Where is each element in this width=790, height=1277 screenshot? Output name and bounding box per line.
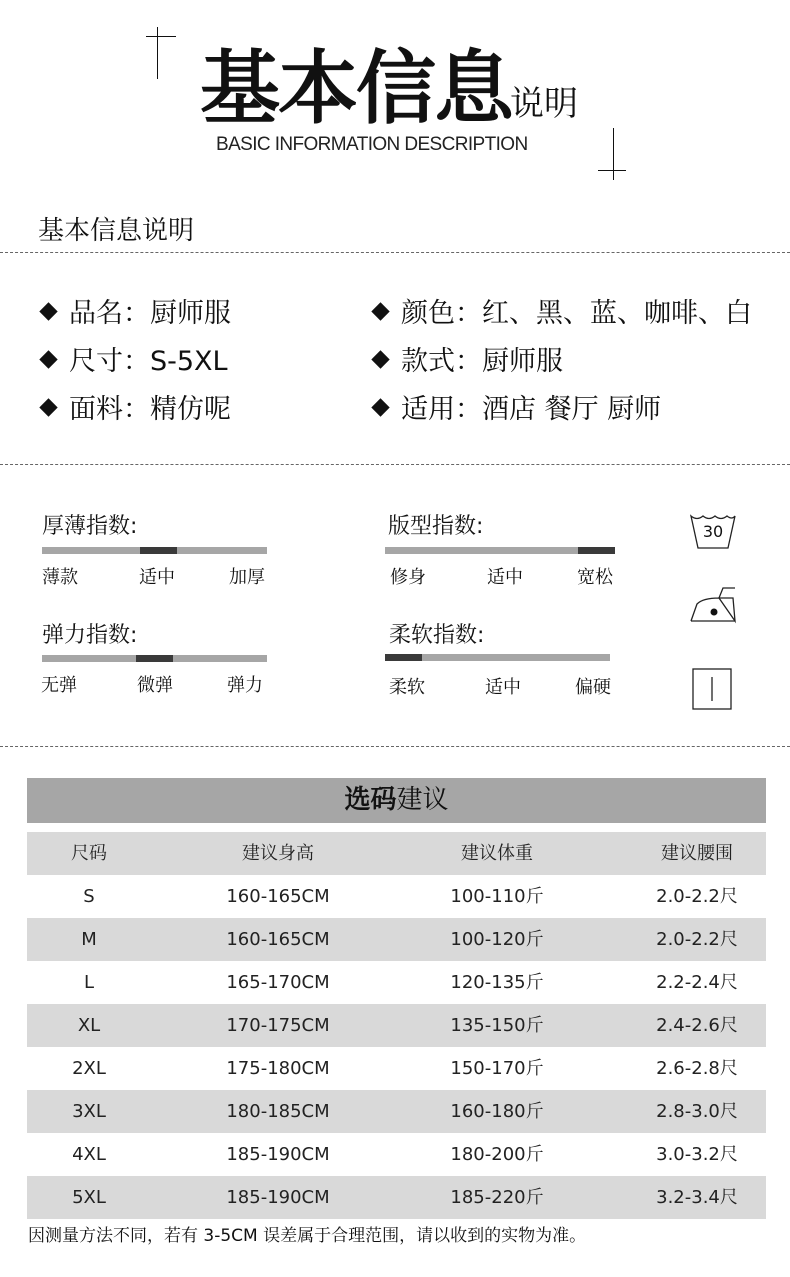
diamond-bullet-icon	[371, 398, 389, 416]
weight-cell: 100-110斤	[450, 886, 544, 907]
index-title: 版型指数:	[388, 514, 484, 539]
index-label: 适中	[139, 567, 175, 588]
waist-cell: 2.0-2.2尺	[656, 929, 738, 950]
table-row	[27, 1004, 766, 1047]
attr-style: 款式：厨师服	[372, 344, 563, 380]
index-bar-marker	[136, 655, 173, 662]
wash-30-icon	[689, 512, 737, 552]
index-label: 柔软	[389, 677, 425, 698]
index-label: 宽松	[577, 567, 613, 588]
index-bar-marker	[140, 547, 177, 554]
size-table-title-rest: 建议	[396, 785, 449, 815]
page-subtitle: BASIC INFORMATION DESCRIPTION	[216, 134, 528, 155]
index-bar-marker	[385, 654, 422, 661]
diamond-bullet-icon	[371, 350, 389, 368]
height-cell: 170-175CM	[226, 1015, 330, 1036]
column-header: 尺码	[71, 843, 107, 864]
table-row	[27, 1176, 766, 1219]
divider	[0, 746, 790, 747]
index-bar	[385, 547, 615, 554]
height-cell: 175-180CM	[226, 1058, 330, 1079]
waist-cell: 2.0-2.2尺	[656, 886, 738, 907]
index-label: 无弹	[41, 675, 77, 696]
table-row	[27, 1133, 766, 1176]
decor-cross-bottom-h	[598, 170, 626, 171]
height-cell: 160-165CM	[226, 929, 330, 950]
waist-cell: 2.6-2.8尺	[656, 1058, 738, 1079]
diamond-bullet-icon	[39, 302, 57, 320]
index-title: 厚薄指数:	[42, 514, 138, 539]
size-cell: S	[83, 886, 95, 907]
decor-cross-bottom-v	[613, 128, 614, 180]
height-cell: 165-170CM	[226, 972, 330, 993]
weight-cell: 135-150斤	[450, 1015, 544, 1036]
index-bar	[42, 655, 267, 662]
weight-cell: 150-170斤	[450, 1058, 544, 1079]
table-row	[27, 918, 766, 961]
section-heading: 基本信息说明	[38, 216, 195, 246]
divider	[0, 464, 790, 465]
measurement-note: 因测量方法不同，若有 3-5CM 误差属于合理范围，请以收到的实物为准。	[28, 1226, 587, 1246]
attr-name: 品名：厨师服	[40, 296, 231, 332]
waist-cell: 3.0-3.2尺	[656, 1144, 738, 1165]
height-cell: 180-185CM	[226, 1101, 330, 1122]
size-cell: 3XL	[72, 1101, 106, 1122]
height-cell: 160-165CM	[226, 886, 330, 907]
size-cell: 4XL	[72, 1144, 106, 1165]
waist-cell: 2.2-2.4尺	[656, 972, 738, 993]
weight-cell: 160-180斤	[450, 1101, 544, 1122]
diamond-bullet-icon	[39, 350, 57, 368]
height-cell: 185-190CM	[226, 1187, 330, 1208]
divider	[0, 252, 790, 253]
index-label: 适中	[487, 567, 523, 588]
height-cell: 185-190CM	[226, 1144, 330, 1165]
table-row	[27, 875, 766, 918]
index-title: 柔软指数:	[389, 623, 485, 648]
index-title: 弹力指数:	[42, 623, 138, 648]
size-table-title	[27, 778, 766, 823]
diamond-bullet-icon	[39, 398, 57, 416]
page-title-suffix: 说明	[510, 84, 578, 124]
weight-cell: 120-135斤	[450, 972, 544, 993]
size-cell: 2XL	[72, 1058, 106, 1079]
attr-color: 颜色：红、黑、蓝、咖啡、白	[372, 296, 752, 332]
index-label: 偏硬	[575, 677, 611, 698]
table-row	[27, 961, 766, 1004]
weight-cell: 100-120斤	[450, 929, 544, 950]
index-label: 微弹	[137, 675, 173, 696]
index-label: 修身	[390, 567, 426, 588]
wash-temperature: 30	[702, 522, 724, 541]
column-header: 建议腰围	[661, 843, 733, 864]
index-label: 薄款	[42, 567, 78, 588]
diamond-bullet-icon	[371, 302, 389, 320]
size-cell: M	[81, 929, 97, 950]
attr-size: 尺寸：S-5XL	[40, 344, 228, 380]
index-label: 加厚	[229, 567, 265, 588]
column-header: 建议身高	[242, 843, 314, 864]
attr-usage: 适用：酒店 餐厅 厨师	[372, 392, 661, 428]
index-bar	[385, 654, 610, 661]
waist-cell: 2.8-3.0尺	[656, 1101, 738, 1122]
decor-cross-top-h	[146, 36, 176, 37]
waist-cell: 2.4-2.6尺	[656, 1015, 738, 1036]
index-label: 弹力	[227, 675, 263, 696]
table-row	[27, 1047, 766, 1090]
table-header-row	[27, 832, 766, 875]
waist-cell: 3.2-3.4尺	[656, 1187, 738, 1208]
index-bar-marker	[578, 547, 615, 554]
page-title: 基本信息	[200, 42, 512, 135]
size-cell: XL	[77, 1015, 101, 1036]
table-row	[27, 1090, 766, 1133]
column-header: 建议体重	[461, 843, 533, 864]
attr-fabric: 面料：精仿呢	[40, 392, 231, 428]
size-table-title-bold: 选码	[344, 785, 397, 815]
iron-low-icon	[689, 586, 737, 624]
size-cell: L	[83, 972, 95, 993]
decor-cross-top-v	[157, 27, 158, 79]
weight-cell: 185-220斤	[450, 1187, 544, 1208]
line-dry-icon	[692, 668, 734, 712]
index-bar	[42, 547, 267, 554]
weight-cell: 180-200斤	[450, 1144, 544, 1165]
index-label: 适中	[485, 677, 521, 698]
size-cell: 5XL	[72, 1187, 106, 1208]
